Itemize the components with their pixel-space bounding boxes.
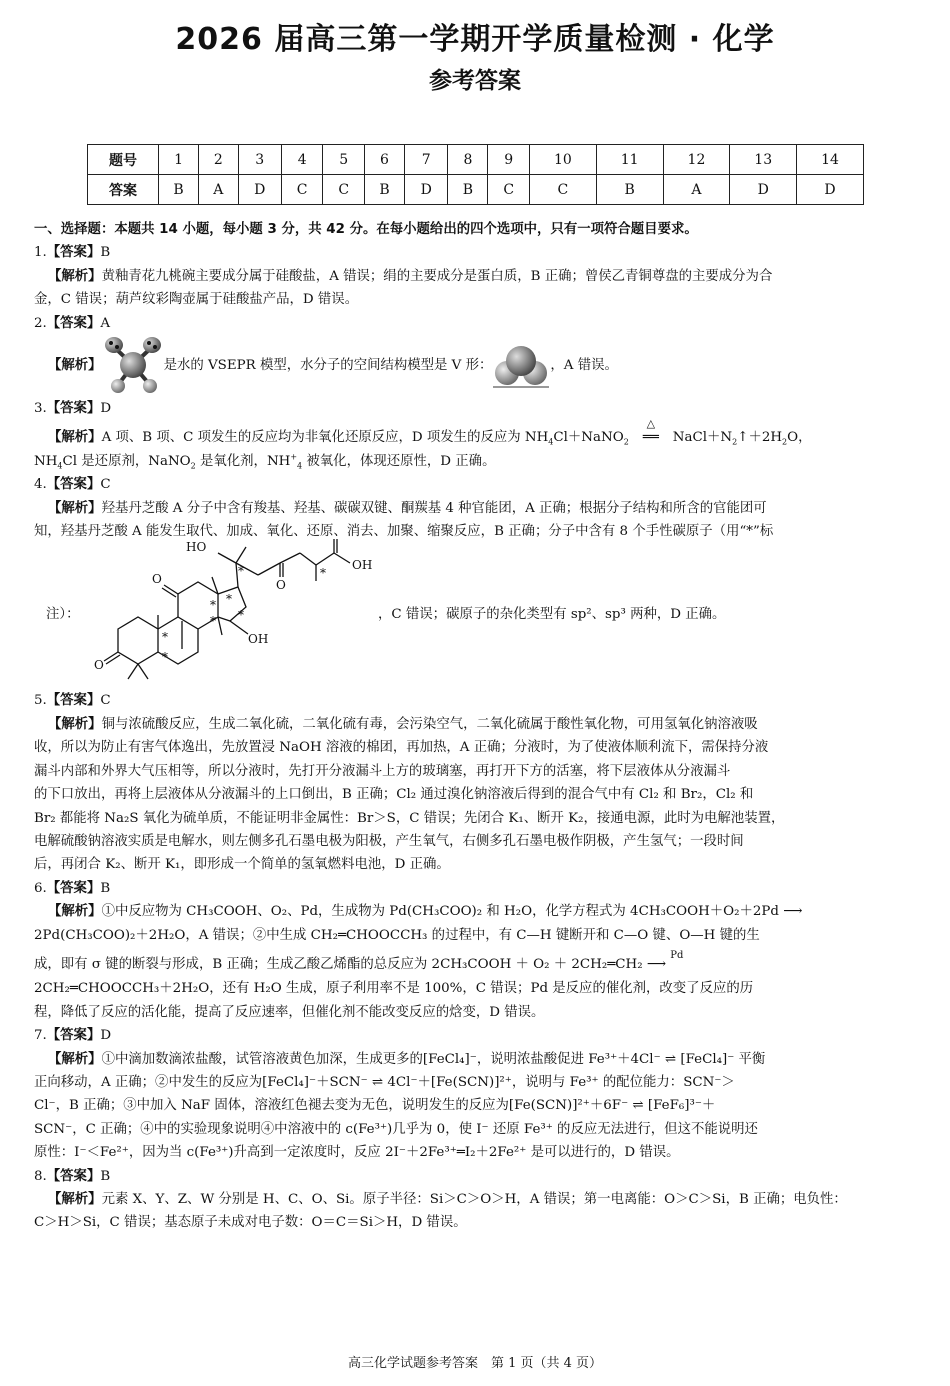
question-4-analysis: 【解析】羟基丹芝酸 A 分子中含有羧基、羟基、碳碳双键、酮羰基 4 种官能团，A 正确；根据分子结构和所含的官能团可 [48, 500, 767, 516]
table-row-numbers [88, 145, 864, 175]
question-5-line: 收，所以为防止有害气体逸出，先放置浸 NaOH 溶液的棉团，再加热，A 正确；分液时，为了使液体顺利流下，需保持分液 [34, 740, 769, 756]
question-5-line: Br₂ 都能将 Na₂S 氧化为硫单质，不能证明非金属性：Br＞S，C 错误；先闭合 K₁、断开 K₂，接通电源，此时为电解池装置， [34, 810, 785, 826]
question-5-line: 漏斗内部和外界大气压相等，所以分液时，先打开分液漏斗上方的玻璃塞，再打开下方的活塞，将下层液体从分液漏斗 [34, 763, 731, 779]
table-cell: 4 [281, 145, 323, 175]
page-footer: 高三化学试题参考答案 第 1 页（共 4 页） [347, 1356, 603, 1371]
question-1-analysis-cont: 金，C 错误；葫芦纹彩陶壶属于硅酸盐产品，D 错误。 [34, 292, 359, 308]
question-8-line: C＞H＞Si，C 错误；基态原子未成对电子数：O＝C＝Si＞H，D 错误。 [34, 1215, 467, 1231]
question-7-line: 正向移动，A 正确；②中发生的反应为[FeCl₄]⁻＋SCN⁻ ⇌ 4Cl⁻＋[Fe(SCN)]²⁺，说明与 Fe³⁺ 的配位能力：SCN⁻＞ [34, 1074, 735, 1090]
question-6-line: 2Pd(CH₃COO)₂＋2H₂O，A 错误；②中生成 CH₂═CHOOCCH₃ 的过程中，有 C—H 键断开和 C—O 键、O—H 键的生 [34, 927, 760, 943]
table-row-answers [88, 175, 864, 205]
vsepr-model-icon [102, 335, 164, 397]
question-1-analysis: 【解析】黄釉青花九桃碗主要成分属于硅酸盐，A 错误；绢的主要成分是蛋白质，B 正确；曾侯乙青铜尊盘的主要成分为合 [48, 268, 773, 284]
table-cell: 12 [663, 145, 730, 175]
heat-arrow: △ ══ [642, 417, 659, 446]
table-cell: 8 [448, 145, 488, 175]
page-subtitle: 参考答案 [429, 68, 521, 94]
question-2-analysis: 【解析】 是水的 VSEPR 模型，水分子的空间结构模型是 V 形： ，A 错误。 [34, 335, 918, 397]
svg-text:*: * [210, 614, 216, 629]
question-7-analysis: 【解析】①中滴加数滴浓盐酸，试管溶液黄色加深，生成更多的[FeCl₄]⁻，说明浓盐酸促进 Fe³⁺＋4Cl⁻ ⇌ [FeCl₄]⁻ 平衡 [48, 1051, 766, 1067]
table-cell: 9 [488, 145, 530, 175]
table-cell: 2 [199, 145, 238, 175]
table-cell: D [405, 175, 448, 205]
answer-table [87, 144, 864, 205]
page-title: 2026 届高三第一学期开学质量检测 · 化学 [175, 22, 775, 57]
question-5-analysis: 【解析】铜与浓硫酸反应，生成二氧化硫，二氧化硫有毒，会污染空气，二氧化硫属于酸性氧化物，可用氢氧化钠溶液吸 [48, 716, 758, 732]
table-cell: 7 [405, 145, 448, 175]
table-cell: A [663, 175, 730, 205]
svg-text:*: * [238, 564, 244, 579]
svg-text:*: * [320, 566, 326, 581]
table-cell: 6 [364, 145, 404, 175]
question-3-analysis: 【解析】A 项、B 项、C 项发生的反应均为非氧化还原反应，D 项发生的反应为 $NH_4Cl+NaNO_2$ △ ══ $NaCl+N_2↑+2H_2O$， [34, 426, 918, 449]
question-3-analysis-cont: $NH_4Cl$ 是还原剂，NaNO$_2$ 是氧化剂，$NH^+_4$ 被氧化，体现还原性，D 正确。 [34, 452, 496, 471]
table-cell: 14 [797, 145, 864, 175]
svg-text:*: * [238, 608, 244, 623]
svg-text:HO: HO [186, 540, 207, 555]
table-cell: D [730, 175, 797, 205]
svg-text:*: * [162, 630, 168, 645]
svg-text:O: O [152, 572, 162, 587]
question-7-line: Cl⁻，B 正确；③中加入 NaF 固体，溶液红色褪去变为无色，说明发生的反应为[Fe(SCN)]²⁺＋6F⁻ ⇌ [FeF₆]³⁻＋ [34, 1098, 716, 1114]
table-cell: C [488, 175, 530, 205]
question-1-answer: 1.【答案】B [34, 245, 111, 261]
question-6-line: 程，降低了反应的活化能，提高了反应速率，但催化剂不能改变反应的焓变，D 错误。 [34, 1004, 545, 1020]
table-row-label: 题号 [88, 145, 159, 175]
section-heading: 一、选择题：本题共 14 小题，每小题 3 分，共 42 分。在每小题给出的四个选项中，只有一项符合题目要求。 [34, 222, 698, 237]
table-cell: 13 [730, 145, 797, 175]
table-cell: B [159, 175, 199, 205]
question-8-analysis: 【解析】元素 X、Y、Z、W 分别是 H、C、O、Si。原子半径：Si＞C＞O＞H，A 错误；第一电离能：O＞C＞Si，B 正确；电负性： [48, 1192, 847, 1207]
svg-text:OH: OH [248, 632, 269, 647]
question-8-answer: 8.【答案】B [34, 1168, 111, 1184]
svg-text:O: O [276, 578, 286, 593]
question-6-answer: 6.【答案】B [34, 880, 111, 896]
catalyst-label: Pd [670, 949, 684, 961]
table-row-label: 答案 [88, 175, 159, 205]
table-cell: C [281, 175, 323, 205]
question-6-analysis: 【解析】①中反应物为 CH₃COOH、O₂、Pd，生成物为 Pd(CH₃COO)₂ 和 H₂O，化学方程式为 4CH₃COOH＋O₂＋2Pd ⟶ [48, 904, 803, 920]
question-7-line: SCN⁻，C 正确；④中的实验现象说明④中溶液中的 c(Fe³⁺)几乎为 0，使 I⁻ 还原 Fe³⁺ 的反应无法进行，但这不能说明还 [34, 1121, 758, 1137]
question-7-line: 原性：I⁻＜Fe²⁺，因为当 c(Fe³⁺)升高到一定浓度时，反应 2I⁻＋2Fe³⁺═I₂＋2Fe²⁺ 是可以进行的，D 错误。 [34, 1145, 680, 1161]
table-cell: A [199, 175, 238, 205]
question-6-line: 成，即有 σ 键的断裂与形成，B 正确；生成乙酸乙烯酯的总反应为 2CH₃COOH ＋ O₂ ＋ 2CH₂═CH₂ ⟶ $^{Pd}$ [34, 949, 684, 972]
table-cell: D [238, 175, 281, 205]
table-cell: 10 [530, 145, 597, 175]
question-3-answer: 3.【答案】D [34, 401, 112, 417]
question-5-line: 电解硫酸钠溶液实质是电解水，则左侧多孔石墨电极为阳极，产生氧气，右侧多孔石墨电极作阴极，产生氢气；一段时间 [34, 833, 744, 849]
molecule-structure-diagram [88, 539, 378, 689]
question-4-structure-row: 注）： HO OH OH O O O * * * * * * * * ，C 错误；碳原子的杂化类型有 sp²、sp³ 两种，D 正确。 [34, 539, 918, 689]
question-6-line: 2CH₂═CHOOCCH₃＋2H₂O，还有 H₂O 生成，原子利用率不是 100%，C 错误；Pd 是反应的催化剂，改变了反应的历 [34, 981, 754, 997]
table-cell: C [323, 175, 365, 205]
svg-text:*: * [210, 598, 216, 613]
water-v-shape-model-icon [492, 343, 550, 389]
answer-content [34, 218, 918, 1235]
svg-text:*: * [162, 650, 168, 665]
svg-text:*: * [226, 592, 232, 607]
svg-text:O: O [94, 658, 104, 673]
table-cell: B [596, 175, 663, 205]
svg-text:OH: OH [352, 558, 373, 573]
question-4-answer: 4.【答案】C [34, 477, 111, 493]
table-cell: 11 [596, 145, 663, 175]
question-5-line: 后，再闭合 K₂、断开 K₁，即形成一个简单的氢氧燃料电池，D 正确。 [34, 857, 450, 873]
table-cell: D [797, 175, 864, 205]
question-7-answer: 7.【答案】D [34, 1028, 112, 1044]
question-5-answer: 5.【答案】C [34, 693, 111, 709]
table-cell: 5 [323, 145, 365, 175]
svg-text:O [330, 539, 340, 540]
table-cell: 3 [238, 145, 281, 175]
table-cell: 1 [159, 145, 199, 175]
table-cell: C [530, 175, 597, 205]
table-cell: B [448, 175, 488, 205]
question-5-line: 的下口放出，再将上层液体从分液漏斗的上口倒出，B 正确；Cl₂ 通过溴化钠溶液后得到的混合气中有 Cl₂ 和 Br₂，Cl₂ 和 [34, 787, 754, 803]
table-cell: B [364, 175, 404, 205]
question-2-answer: 2.【答案】A [34, 315, 111, 331]
question-4-analysis-cont: 知，羟基丹芝酸 A 能发生取代、加成、氧化、还原、消去、加聚、缩聚反应，B 正确；分子中含有 8 个手性碳原子（用“*”标 [34, 524, 774, 540]
